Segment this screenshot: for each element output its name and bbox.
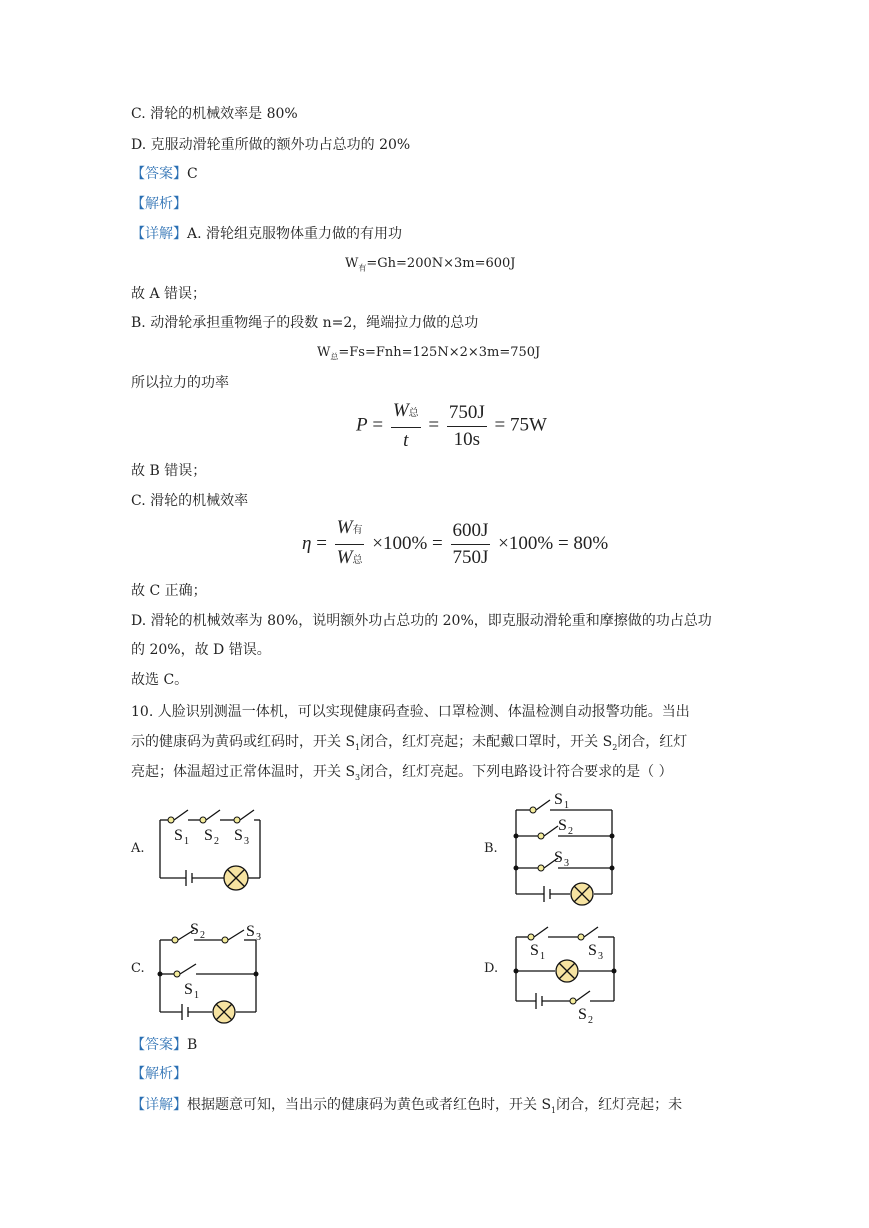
b-text: B. 动滑轮承担重物绳子的段数 n=2，绳端拉力做的总功 [131, 315, 479, 331]
q10-line-3 [131, 762, 673, 788]
text: 闭合，红灯亮起；未配戴口罩时，开关 S [360, 734, 613, 750]
circuit-a-diagram[interactable] [150, 800, 270, 892]
detail-tag: 【详解】 [131, 1097, 187, 1113]
eq-sub: 有 [358, 263, 367, 273]
svg-text:S: S [530, 942, 539, 959]
b-wrong: 故 B 错误； [131, 463, 207, 479]
svg-text:S: S [558, 817, 567, 834]
answer-tag: 【答案】 [131, 1037, 187, 1053]
symbol-p: P [356, 414, 368, 436]
svg-text:2: 2 [214, 836, 219, 847]
symbol-w: W [392, 400, 409, 421]
svg-text:S: S [578, 1006, 587, 1023]
svg-text:3: 3 [256, 932, 261, 943]
efficiency-result: ×100% = 80% [498, 532, 609, 554]
d-text-1: D. 滑轮的机械效率为 80%，说明额外功占总功的 20%，即克服动滑轮重和摩擦做的功占总功 [131, 613, 712, 629]
detail-1 [131, 224, 402, 244]
text: 闭合，红灯亮起；未 [556, 1097, 683, 1113]
symbol-eta: η [302, 532, 312, 554]
equals: = [372, 414, 384, 436]
subscript: 3 [355, 772, 361, 782]
svg-text:2: 2 [200, 930, 205, 941]
eq-sub: 总 [330, 352, 339, 362]
switch-label-s3: S [234, 827, 243, 844]
q10-line-2 [131, 732, 687, 758]
option-b-label[interactable]: B. [484, 841, 498, 856]
den-750j: 750J [452, 547, 489, 568]
svg-text:2: 2 [568, 826, 573, 837]
svg-text:S: S [554, 849, 563, 866]
choose-text: 故选 C。 [131, 672, 189, 688]
svg-text:S: S [246, 923, 255, 940]
svg-text:S: S [554, 791, 563, 808]
symbol-w: W [336, 517, 353, 538]
equals: = [316, 532, 327, 554]
subscript: 1 [551, 1105, 557, 1115]
den-10s: 10s [453, 428, 481, 450]
answer-1 [131, 164, 198, 184]
option-d-text: D. 克服动滑轮重所做的额外功占总功的 20% [131, 137, 411, 153]
text: 闭合，红灯亮起。下列电路设计符合要求的是（ ） [360, 764, 673, 780]
option-a-label[interactable]: A. [131, 841, 145, 856]
svg-text:2: 2 [588, 1015, 593, 1026]
num-750j: 750J [447, 402, 487, 427]
detail-text: A. 滑轮组克服物体重力做的有用功 [187, 226, 403, 242]
analysis-tag: 【解析】 [131, 196, 187, 212]
eq-w: W [345, 256, 359, 271]
c-right: 故 C 正确； [131, 583, 207, 599]
answer-value: C [187, 166, 198, 182]
answer-2 [131, 1035, 197, 1055]
text: 亮起；体温超过正常体温时，开关 S [131, 764, 356, 780]
svg-text:S: S [184, 981, 193, 998]
fraction-values [451, 520, 491, 569]
equals: = [428, 414, 440, 436]
power-result: = 75W [494, 414, 547, 436]
symbol-t: t [403, 430, 409, 451]
circuit-c-diagram[interactable] [150, 918, 270, 1028]
answer-tag: 【答案】 [131, 166, 187, 182]
power-text: 所以拉力的功率 [131, 375, 229, 391]
svg-text:3: 3 [564, 858, 569, 869]
svg-text:3: 3 [244, 836, 249, 847]
circuit-d-diagram[interactable] [508, 915, 623, 1025]
detail-tag: 【详解】 [131, 226, 187, 242]
analysis-tag: 【解析】 [131, 1066, 187, 1082]
option-c-label[interactable]: C. [131, 961, 145, 976]
svg-text:1: 1 [540, 951, 545, 962]
efficiency-formula [302, 517, 608, 572]
svg-text:S: S [190, 921, 199, 938]
svg-text:1: 1 [564, 800, 569, 811]
symbol-w: W [336, 547, 353, 568]
eq-rest: =Gh=200N×3m=600J [366, 256, 516, 271]
a-wrong: 故 A 错误； [131, 286, 207, 302]
fraction-values [447, 402, 487, 451]
eq-w: W [317, 345, 331, 360]
q10-line-1: 10. 人脸识别测温一体机，可以实现健康码查验、口罩检测、体温检测自动报警功能。当出 [131, 704, 690, 720]
detail-2 [131, 1095, 682, 1121]
svg-text:1: 1 [194, 990, 199, 1001]
option-d-label[interactable]: D. [484, 961, 499, 976]
equation-total-work [317, 345, 540, 363]
circuit-b-diagram[interactable] [508, 790, 623, 910]
svg-text:S: S [588, 942, 597, 959]
eq-rest: =Fs=Fnh=125N×2×3m=750J [338, 345, 541, 360]
text: 根据题意可知，当出示的健康码为黄色或者红色时，开关 S [187, 1097, 552, 1113]
subscript: 1 [355, 742, 361, 752]
switch-label-s1: S [174, 827, 183, 844]
option-c-text: C. 滑轮的机械效率是 80% [131, 106, 298, 122]
switch-label-s2: S [204, 827, 213, 844]
num-600j: 600J [451, 520, 491, 545]
svg-text:1: 1 [184, 836, 189, 847]
svg-text:3: 3 [598, 951, 603, 962]
subscript: 2 [612, 742, 618, 752]
text: 示的健康码为黄码或红码时，开关 S [131, 734, 356, 750]
subscript-zong: 总 [352, 555, 363, 566]
subscript-you: 有 [352, 525, 363, 536]
c-text: C. 滑轮的机械效率 [131, 493, 249, 509]
fraction-w-t [391, 400, 421, 452]
text: 闭合，红灯 [617, 734, 688, 750]
fraction-w-ratio [335, 517, 365, 572]
answer-value: B [187, 1037, 198, 1053]
times-100: ×100% = [372, 532, 443, 554]
subscript-zong: 总 [408, 408, 419, 419]
d-text-2: 的 20%，故 D 错误。 [131, 642, 271, 658]
equation-useful-work [345, 256, 516, 274]
power-formula [356, 400, 547, 452]
